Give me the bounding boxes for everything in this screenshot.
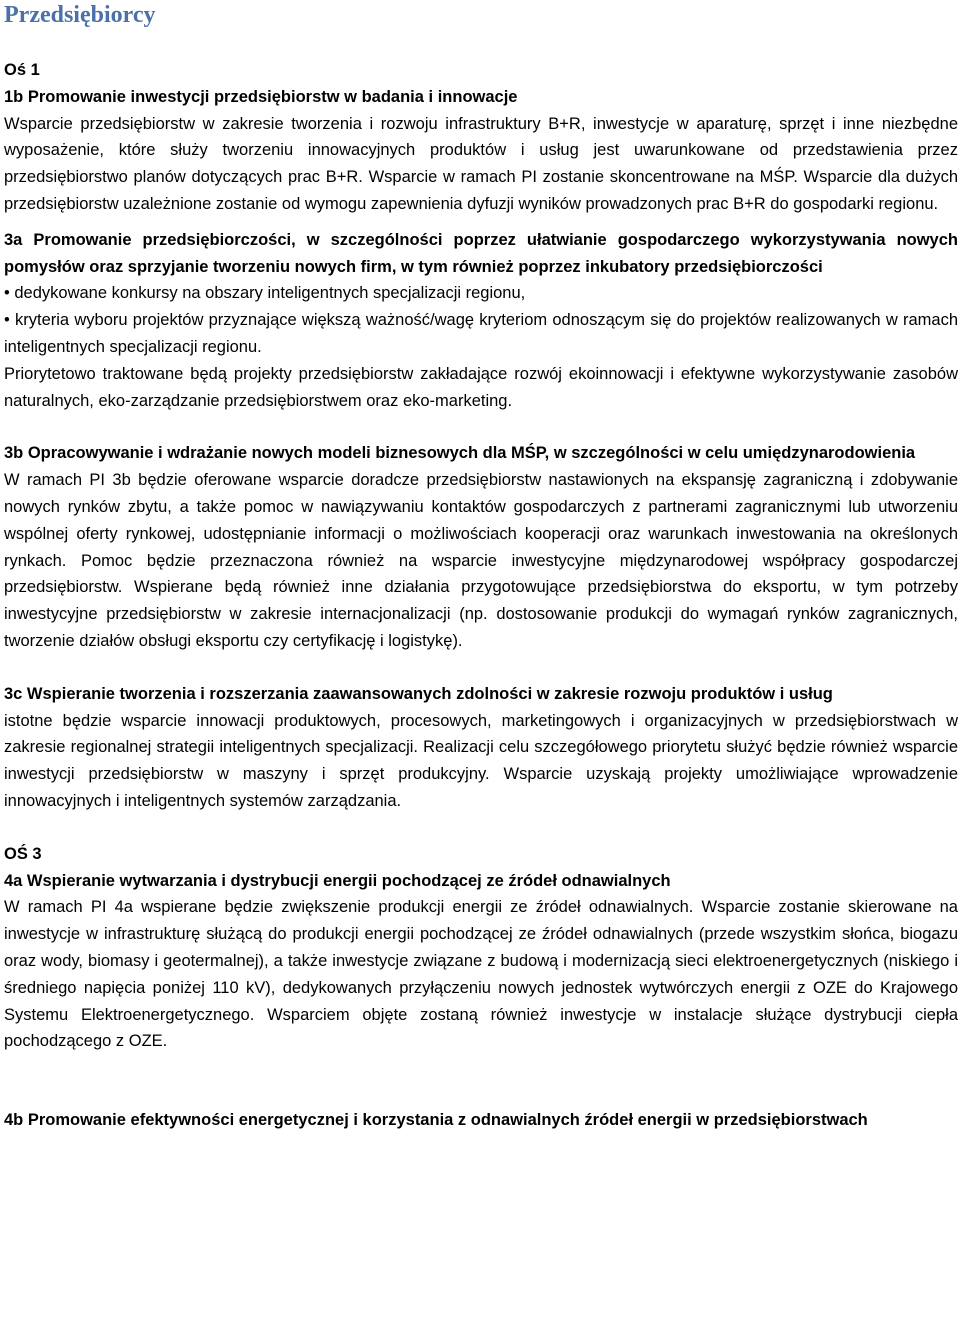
list-item: • kryteria wyboru projektów przyznające większą ważność/wagę kryteriom odnoszącym się do projektów realizowanych w ramach inteligentnych specjalizacji regionu.	[4, 311, 958, 356]
spacer	[4, 815, 958, 841]
document-page	[4, 0, 958, 1134]
spacer	[4, 218, 958, 227]
section-4a-title: 4a Wspieranie wytwarzania i dystrybucji energii pochodzącej ze źródeł odnawialnych	[4, 871, 671, 890]
axis3-heading: OŚ 3	[4, 844, 42, 863]
spacer	[4, 414, 958, 440]
page-title: Przedsiębiorcy	[4, 2, 156, 28]
section-3b-title: 3b Opracowywanie i wdrażanie nowych modeli biznesowych dla MŚP, w szczególności w celu umiędzynarodowienia	[4, 444, 916, 463]
spacer	[4, 655, 958, 681]
list-item: • dedykowane konkursy na obszary inteligentnych specjalizacji regionu,	[4, 284, 526, 303]
spacer	[4, 1055, 958, 1107]
section-1b-body: Wsparcie przedsiębiorstw w zakresie tworzenia i rozwoju infrastruktury B+R, inwestycje w aparaturę, sprzęt i inne niezbędne wyposażenie, które służy tworzeniu innowacyjnych produktów i usług jest uwarunkowane od przedstawienia przez przedsiębiorstwo planów dotyczących prac B+R. Wsparcie w ramach PI zostanie skoncentrowane na MŚP. Wsparcie dla dużych przedsiębiorstw uzależnione zostanie od wymogu zapewnienia dyfuzji wyników prowadzonych prac B+R do gospodarki regionu.	[4, 114, 958, 213]
section-1b-title: 1b Promowanie inwestycji przedsiębiorstw w badania i innowacje	[4, 87, 518, 106]
section-3a-title: 3a Promowanie przedsiębiorczości, w szczególności poprzez ułatwianie gospodarczego wykorzystywania nowych pomysłów oraz sprzyjanie tworzeniu nowych firm, w tym również poprzez inkubatory przedsiębiorczości	[4, 230, 958, 276]
section-3a-bullet-list	[4, 280, 958, 360]
section-3c-body: istotne będzie wsparcie innowacji produktowych, procesowych, marketingowych i organizacyjnych w przedsiębiorstwach w zakresie regionalnej strategii inteligentnych specjalizacji. Realizacji celu szczegółowego priorytetu służyć będzie również wsparcie inwestycji przedsiębiorstw w maszyny i sprzęt produkcyjny. Wsparcie uzyskają projekty umożliwiające wprowadzenie innowacyjnych i inteligentnych systemów zarządzania.	[4, 711, 958, 810]
section-3b-body: W ramach PI 3b będzie oferowane wsparcie doradcze przedsiębiorstw nastawionych na ekspansję zagraniczną i zdobywanie nowych rynków zbytu, a także pomoc w nawiązywaniu kontaktów gospodarczych z partnerami zagranicznymi lub utworzeniu wspólnej oferty rynkowej, udostępnianie informacji o możliwościach kooperacji oraz warunkach inwestowania na określonych rynkach. Pomoc będzie przeznaczona również na wsparcie inwestycyjne międzynarodowej współpracy gospodarczej przedsiębiorstw. Wspierane będą również inne działania przygotowujące przedsiębiorstwa do eksportu, w tym potrzeby inwestycyjne przedsiębiorstw w zakresie internacjonalizacji (np. dostosowanie produkcji do wymagań rynków zagranicznych, tworzenie działów obsługi eksportu czy certyfikację i logistykę).	[4, 471, 958, 650]
section-4a-body: W ramach PI 4a wspierane będzie zwiększenie produkcji energii ze źródeł odnawialnych. Wsparcie zostanie skierowane na inwestycje w infrastrukturę służącą do produkcji energii pochodzącej ze źródeł odnawialnych (przede wszystkim słońca, biogazu oraz wody, biomasy i geotermalnej), a także inwestycje związane z budową i modernizacją sieci elektroenergetycznych (niskiego i średniego napięcia poniżej 110 kV), dedykowanych przyłączeniu nowych jednostek wytwórczych energii z OZE do Krajowego Systemu Elektroenergetycznego. Wsparciem objęte zostaną również inwestycje w instalacje służące dystrybucji ciepła pochodzącego z OZE.	[4, 898, 958, 1051]
section-3a-body: Priorytetowo traktowane będą projekty przedsiębiorstw zakładające rozwój ekoinnowacji i efektywne wykorzystywanie zasobów naturalnych, eko-zarządzanie przedsiębiorstwem oraz eko-marketing.	[4, 364, 958, 410]
section-3c-title: 3c Wspieranie tworzenia i rozszerzania zaawansowanych zdolności w zakresie rozwoju produktów i usług	[4, 684, 833, 703]
axis1-heading: Oś 1	[4, 61, 40, 79]
section-4b-title: 4b Promowanie efektywności energetycznej i korzystania z odnawialnych źródeł energii w przedsiębiorstwach	[4, 1111, 868, 1130]
